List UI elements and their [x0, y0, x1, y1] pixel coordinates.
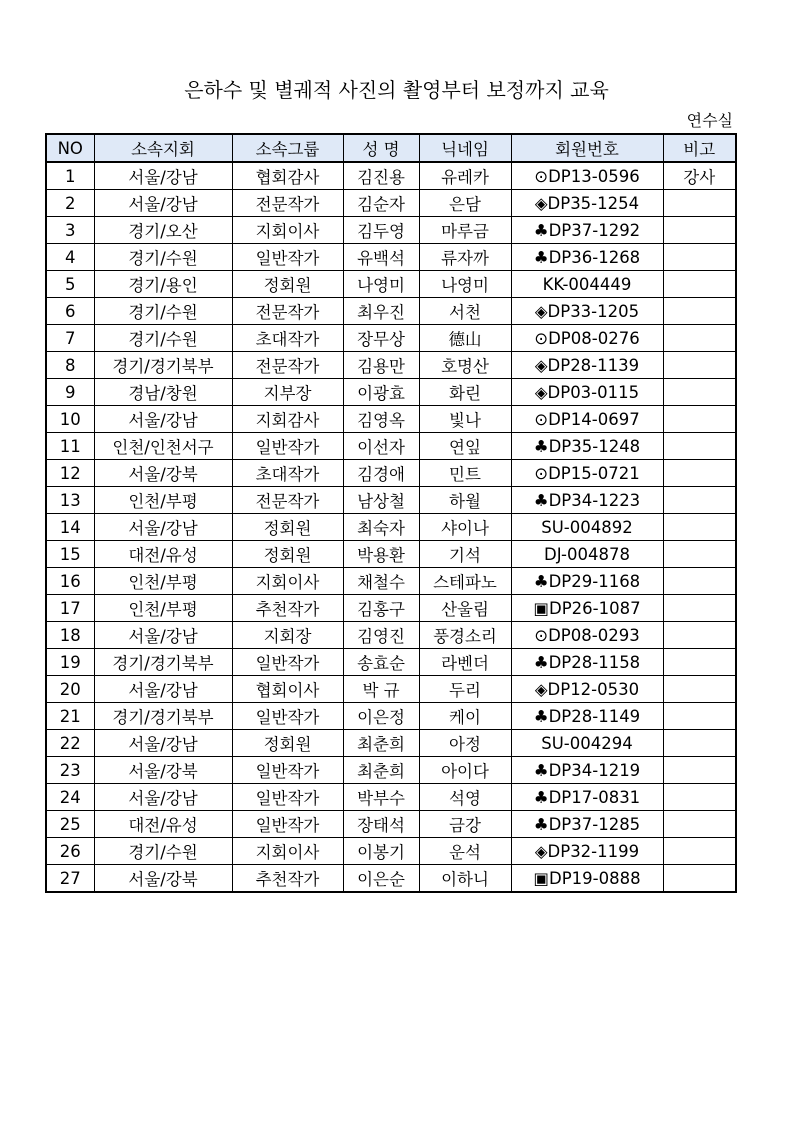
cell-region: 서울/강남	[94, 676, 232, 703]
cell-no: 12	[46, 460, 94, 487]
cell-note	[663, 541, 736, 568]
cell-nickname: 빛나	[419, 406, 511, 433]
cell-note	[663, 352, 736, 379]
table-row	[46, 352, 736, 379]
cell-group: 지회장	[232, 622, 343, 649]
cell-group: 일반작가	[232, 811, 343, 838]
cell-no: 5	[46, 271, 94, 298]
cell-region: 대전/유성	[94, 811, 232, 838]
cell-nickname: 라벤더	[419, 649, 511, 676]
cell-no: 18	[46, 622, 94, 649]
cell-member-no: ♣DP36-1268	[511, 244, 663, 271]
cell-group: 일반작가	[232, 784, 343, 811]
cell-no: 9	[46, 379, 94, 406]
cell-name: 나영미	[343, 271, 419, 298]
cell-note	[663, 190, 736, 217]
table-header-row	[46, 134, 736, 162]
cell-region: 경기/경기북부	[94, 352, 232, 379]
cell-region: 경기/수원	[94, 298, 232, 325]
cell-member-no: DJ-004878	[511, 541, 663, 568]
cell-name: 장무상	[343, 325, 419, 352]
cell-member-no: ▣DP19-0888	[511, 865, 663, 893]
cell-name: 최숙자	[343, 514, 419, 541]
cell-group: 정회원	[232, 541, 343, 568]
cell-note	[663, 379, 736, 406]
cell-member-no: ◈DP35-1254	[511, 190, 663, 217]
table-row	[46, 541, 736, 568]
cell-group: 지회이사	[232, 217, 343, 244]
cell-name: 이선자	[343, 433, 419, 460]
cell-group: 협회이사	[232, 676, 343, 703]
cell-region: 서울/강북	[94, 865, 232, 893]
table-row	[46, 460, 736, 487]
table-row	[46, 703, 736, 730]
cell-member-no: ♣DP35-1248	[511, 433, 663, 460]
cell-member-no: SU-004892	[511, 514, 663, 541]
cell-no: 6	[46, 298, 94, 325]
table-row	[46, 784, 736, 811]
cell-no: 7	[46, 325, 94, 352]
cell-no: 21	[46, 703, 94, 730]
cell-region: 경기/경기북부	[94, 703, 232, 730]
cell-group: 추천작가	[232, 595, 343, 622]
cell-note	[663, 730, 736, 757]
cell-region: 인천/부평	[94, 568, 232, 595]
cell-region: 인천/부평	[94, 595, 232, 622]
table-row	[46, 811, 736, 838]
table-row	[46, 190, 736, 217]
cell-note	[663, 244, 736, 271]
cell-group: 일반작가	[232, 649, 343, 676]
cell-group: 지회이사	[232, 838, 343, 865]
cell-member-no: ◈DP12-0530	[511, 676, 663, 703]
table-row	[46, 865, 736, 893]
cell-nickname: 석영	[419, 784, 511, 811]
cell-member-no: ⊙DP14-0697	[511, 406, 663, 433]
cell-group: 지회이사	[232, 568, 343, 595]
cell-group: 일반작가	[232, 757, 343, 784]
cell-note	[663, 703, 736, 730]
table-row	[46, 271, 736, 298]
cell-name: 김두영	[343, 217, 419, 244]
cell-member-no: ♣DP17-0831	[511, 784, 663, 811]
cell-nickname: 서천	[419, 298, 511, 325]
header-note: 비고	[663, 134, 736, 162]
cell-no: 11	[46, 433, 94, 460]
cell-no: 1	[46, 162, 94, 190]
cell-member-no: ◈DP32-1199	[511, 838, 663, 865]
cell-nickname: 민트	[419, 460, 511, 487]
cell-member-no: ◈DP03-0115	[511, 379, 663, 406]
cell-nickname: 은담	[419, 190, 511, 217]
cell-nickname: 기석	[419, 541, 511, 568]
cell-region: 경기/수원	[94, 325, 232, 352]
cell-nickname: 德山	[419, 325, 511, 352]
cell-no: 24	[46, 784, 94, 811]
cell-note	[663, 433, 736, 460]
cell-member-no: ⊙DP15-0721	[511, 460, 663, 487]
cell-name: 이은순	[343, 865, 419, 893]
cell-name: 이은정	[343, 703, 419, 730]
cell-name: 김홍구	[343, 595, 419, 622]
participant-table	[45, 133, 737, 893]
cell-region: 서울/강남	[94, 162, 232, 190]
cell-name: 장태석	[343, 811, 419, 838]
cell-member-no: ♣DP28-1149	[511, 703, 663, 730]
cell-name: 박 규	[343, 676, 419, 703]
cell-name: 박용환	[343, 541, 419, 568]
cell-note	[663, 406, 736, 433]
cell-group: 추천작가	[232, 865, 343, 893]
cell-member-no: ◈DP28-1139	[511, 352, 663, 379]
table-row	[46, 595, 736, 622]
cell-group: 일반작가	[232, 244, 343, 271]
cell-nickname: 케이	[419, 703, 511, 730]
cell-name: 남상철	[343, 487, 419, 514]
cell-no: 17	[46, 595, 94, 622]
cell-group: 정회원	[232, 514, 343, 541]
cell-nickname: 산울림	[419, 595, 511, 622]
cell-region: 인천/인천서구	[94, 433, 232, 460]
cell-group: 전문작가	[232, 190, 343, 217]
cell-group: 전문작가	[232, 487, 343, 514]
table-row	[46, 757, 736, 784]
cell-nickname: 유레카	[419, 162, 511, 190]
cell-nickname: 풍경소리	[419, 622, 511, 649]
cell-no: 16	[46, 568, 94, 595]
header-region: 소속지회	[94, 134, 232, 162]
cell-region: 경기/오산	[94, 217, 232, 244]
cell-region: 인천/부평	[94, 487, 232, 514]
cell-no: 14	[46, 514, 94, 541]
cell-nickname: 마루금	[419, 217, 511, 244]
cell-note	[663, 298, 736, 325]
table-row	[46, 649, 736, 676]
cell-no: 13	[46, 487, 94, 514]
cell-name: 최춘희	[343, 730, 419, 757]
cell-no: 4	[46, 244, 94, 271]
table-row	[46, 217, 736, 244]
cell-note	[663, 595, 736, 622]
cell-region: 경기/수원	[94, 244, 232, 271]
cell-nickname: 류자까	[419, 244, 511, 271]
cell-member-no: KK-004449	[511, 271, 663, 298]
cell-group: 초대작가	[232, 325, 343, 352]
cell-region: 서울/강남	[94, 730, 232, 757]
cell-nickname: 호명산	[419, 352, 511, 379]
cell-group: 초대작가	[232, 460, 343, 487]
cell-note	[663, 649, 736, 676]
venue-label: 연수실	[686, 111, 733, 130]
cell-region: 경기/경기북부	[94, 649, 232, 676]
cell-no: 3	[46, 217, 94, 244]
table-row	[46, 676, 736, 703]
cell-name: 이봉기	[343, 838, 419, 865]
table-row	[46, 406, 736, 433]
cell-no: 27	[46, 865, 94, 893]
cell-nickname: 아이다	[419, 757, 511, 784]
cell-member-no: ♣DP37-1285	[511, 811, 663, 838]
cell-member-no: ♣DP29-1168	[511, 568, 663, 595]
cell-region: 서울/강북	[94, 460, 232, 487]
cell-name: 김용만	[343, 352, 419, 379]
cell-nickname: 이하니	[419, 865, 511, 893]
cell-member-no: ◈DP33-1205	[511, 298, 663, 325]
cell-no: 26	[46, 838, 94, 865]
cell-note	[663, 838, 736, 865]
cell-note	[663, 676, 736, 703]
cell-region: 대전/유성	[94, 541, 232, 568]
cell-name: 송효순	[343, 649, 419, 676]
cell-note: 강사	[663, 162, 736, 190]
cell-note	[663, 568, 736, 595]
cell-name: 김영진	[343, 622, 419, 649]
cell-region: 경기/수원	[94, 838, 232, 865]
cell-name: 이광효	[343, 379, 419, 406]
cell-member-no: SU-004294	[511, 730, 663, 757]
cell-member-no: ⊙DP08-0276	[511, 325, 663, 352]
cell-note	[663, 622, 736, 649]
table-row	[46, 487, 736, 514]
table-row	[46, 244, 736, 271]
cell-region: 서울/강남	[94, 406, 232, 433]
cell-name: 유백석	[343, 244, 419, 271]
cell-no: 23	[46, 757, 94, 784]
cell-nickname: 하월	[419, 487, 511, 514]
cell-group: 정회원	[232, 730, 343, 757]
cell-note	[663, 325, 736, 352]
cell-name: 김경애	[343, 460, 419, 487]
cell-name: 박부수	[343, 784, 419, 811]
table-row	[46, 433, 736, 460]
cell-region: 경기/용인	[94, 271, 232, 298]
table-row	[46, 838, 736, 865]
cell-member-no: ⊙DP13-0596	[511, 162, 663, 190]
cell-note	[663, 784, 736, 811]
cell-member-no: ▣DP26-1087	[511, 595, 663, 622]
document-title: 은하수 및 별궤적 사진의 촬영부터 보정까지 교육	[184, 78, 609, 102]
cell-name: 최우진	[343, 298, 419, 325]
cell-member-no: ♣DP37-1292	[511, 217, 663, 244]
cell-note	[663, 217, 736, 244]
cell-group: 일반작가	[232, 703, 343, 730]
cell-note	[663, 514, 736, 541]
cell-nickname: 아정	[419, 730, 511, 757]
cell-nickname: 스테파노	[419, 568, 511, 595]
cell-no: 19	[46, 649, 94, 676]
cell-no: 25	[46, 811, 94, 838]
cell-note	[663, 271, 736, 298]
cell-no: 15	[46, 541, 94, 568]
cell-name: 채철수	[343, 568, 419, 595]
cell-name: 김영옥	[343, 406, 419, 433]
cell-no: 20	[46, 676, 94, 703]
cell-no: 2	[46, 190, 94, 217]
header-member-no: 회원번호	[511, 134, 663, 162]
cell-group: 전문작가	[232, 352, 343, 379]
cell-group: 협회감사	[232, 162, 343, 190]
cell-region: 서울/강남	[94, 622, 232, 649]
cell-note	[663, 460, 736, 487]
cell-group: 정회원	[232, 271, 343, 298]
cell-group: 전문작가	[232, 298, 343, 325]
cell-no: 8	[46, 352, 94, 379]
cell-nickname: 연잎	[419, 433, 511, 460]
cell-region: 서울/강남	[94, 190, 232, 217]
table-row	[46, 162, 736, 190]
cell-nickname: 두리	[419, 676, 511, 703]
cell-name: 김순자	[343, 190, 419, 217]
header-no: NO	[46, 134, 94, 162]
cell-region: 서울/강북	[94, 757, 232, 784]
header-group: 소속그룹	[232, 134, 343, 162]
table-row	[46, 325, 736, 352]
table-row	[46, 730, 736, 757]
cell-nickname: 화린	[419, 379, 511, 406]
cell-group: 일반작가	[232, 433, 343, 460]
table-row	[46, 514, 736, 541]
header-nickname: 닉네임	[419, 134, 511, 162]
cell-note	[663, 811, 736, 838]
cell-note	[663, 865, 736, 893]
cell-region: 서울/강남	[94, 514, 232, 541]
cell-member-no: ♣DP34-1219	[511, 757, 663, 784]
cell-note	[663, 757, 736, 784]
cell-region: 서울/강남	[94, 784, 232, 811]
table-row	[46, 379, 736, 406]
cell-nickname: 샤이나	[419, 514, 511, 541]
table-row	[46, 622, 736, 649]
cell-no: 10	[46, 406, 94, 433]
cell-note	[663, 487, 736, 514]
table-row	[46, 298, 736, 325]
cell-no: 22	[46, 730, 94, 757]
cell-nickname: 금강	[419, 811, 511, 838]
cell-name: 최춘희	[343, 757, 419, 784]
header-name: 성 명	[343, 134, 419, 162]
cell-nickname: 운석	[419, 838, 511, 865]
cell-region: 경남/창원	[94, 379, 232, 406]
cell-group: 지회감사	[232, 406, 343, 433]
cell-group: 지부장	[232, 379, 343, 406]
table-row	[46, 568, 736, 595]
cell-nickname: 나영미	[419, 271, 511, 298]
cell-member-no: ♣DP34-1223	[511, 487, 663, 514]
cell-member-no: ♣DP28-1158	[511, 649, 663, 676]
cell-member-no: ⊙DP08-0293	[511, 622, 663, 649]
cell-name: 김진용	[343, 162, 419, 190]
